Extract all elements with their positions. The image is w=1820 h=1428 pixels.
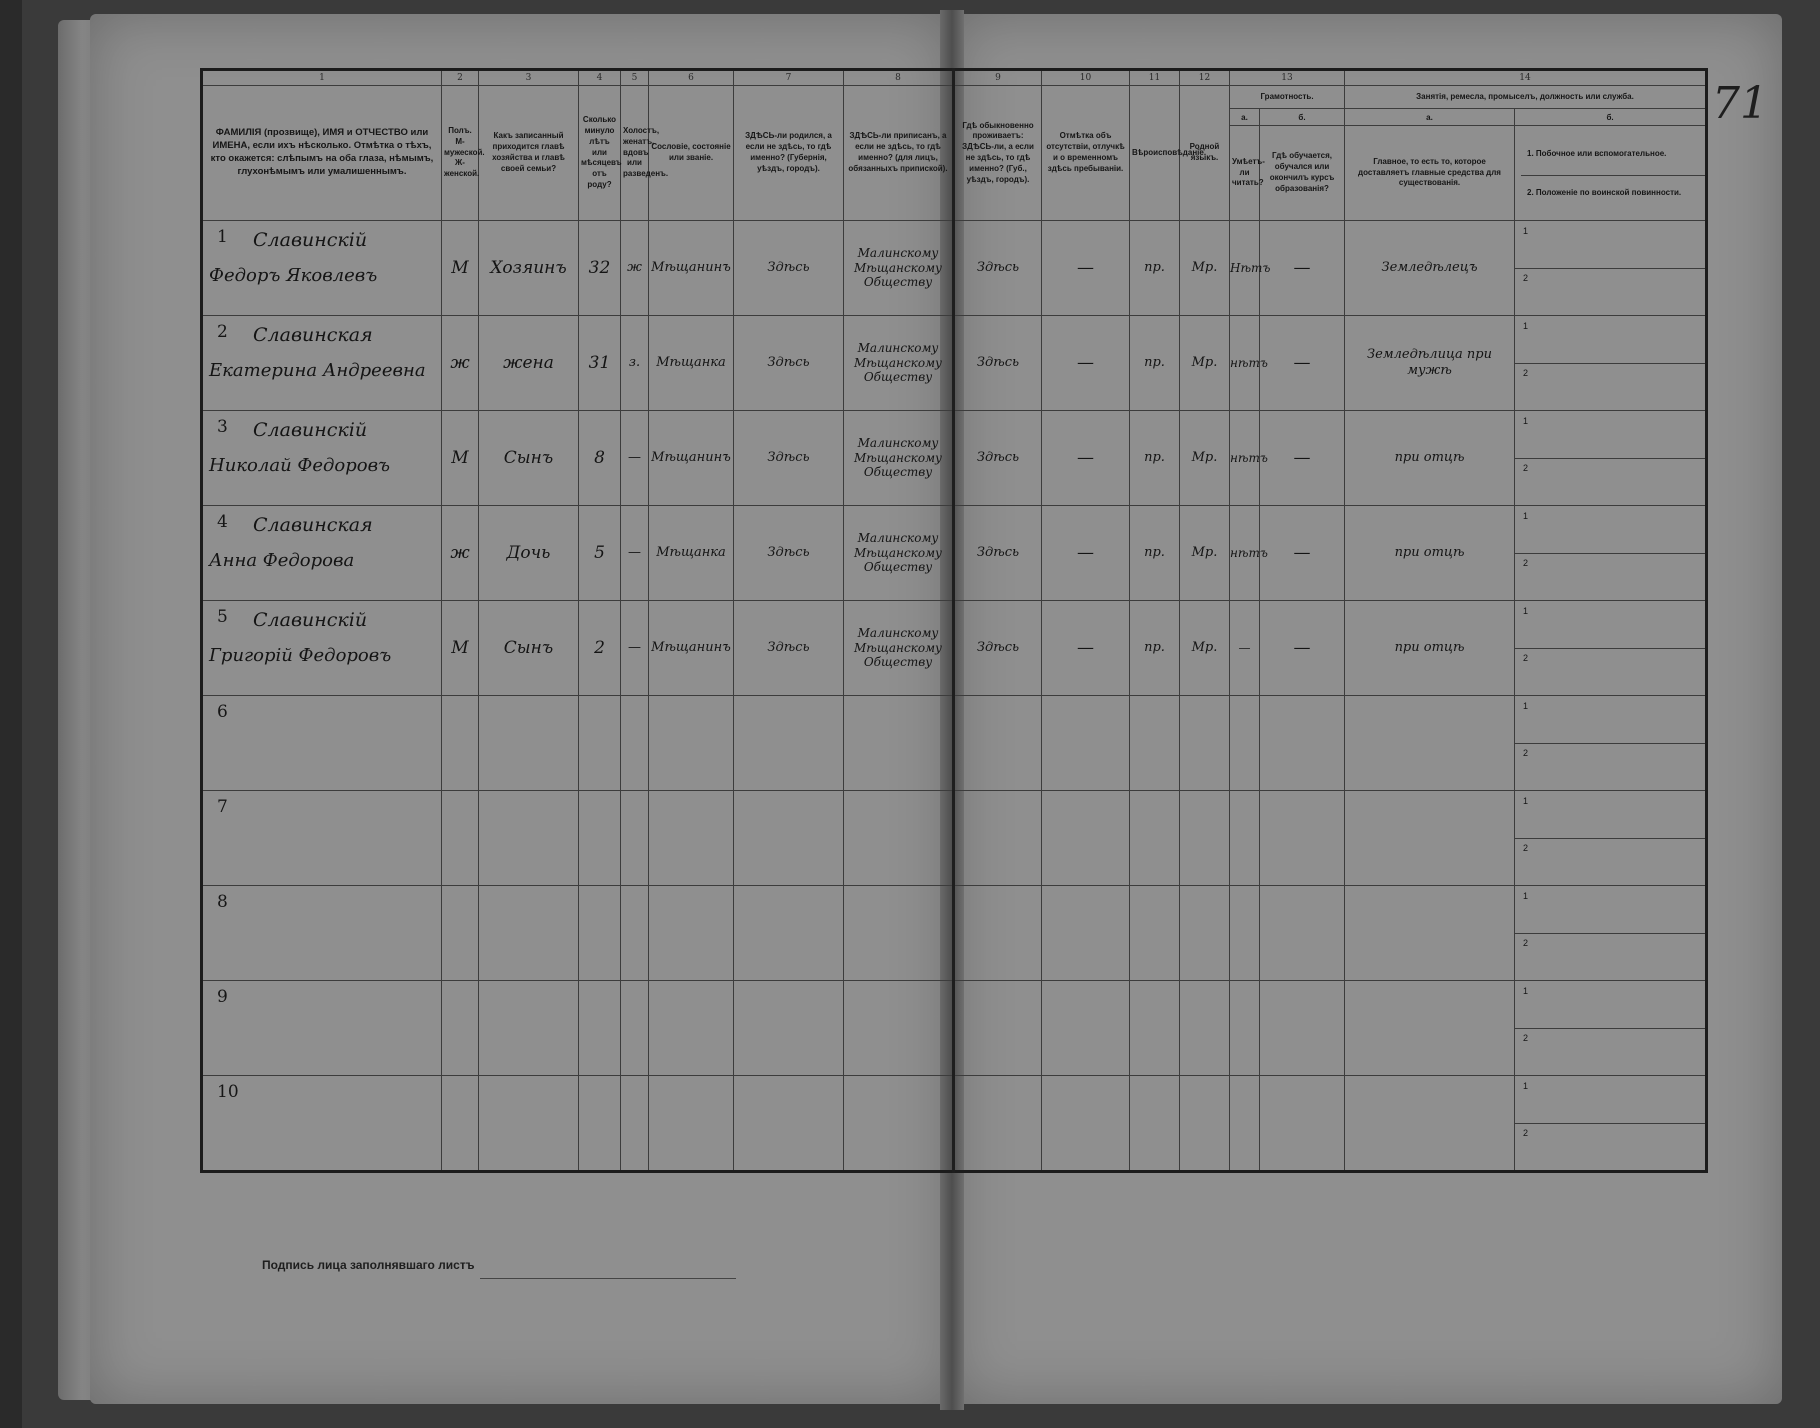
row-language <box>1180 1076 1230 1172</box>
row-sub2-number: 2 <box>1523 937 1529 948</box>
header-14b-2: 2. Положеніе по воинской повинности. <box>1527 188 1682 198</box>
row-sub1-number: 1 <box>1523 320 1529 331</box>
table-row <box>202 316 1707 411</box>
row-age <box>579 981 621 1076</box>
row-absence <box>1042 696 1130 791</box>
row-sub2-line <box>1515 1028 1705 1075</box>
header-14b-secondary <box>1515 126 1707 221</box>
table-row <box>202 411 1707 506</box>
row-birthplace <box>734 696 844 791</box>
row-religion <box>1130 1076 1180 1172</box>
row-education <box>1260 791 1345 886</box>
row-education <box>1260 981 1345 1076</box>
row-surname: Славинскій <box>253 609 368 631</box>
header-sex: Полъ. М-мужеской. Ж-женской. <box>442 86 479 221</box>
row-residence <box>954 1076 1042 1172</box>
row-secondary-occupation <box>1515 791 1707 886</box>
row-birthplace <box>734 886 844 981</box>
table-row <box>202 981 1707 1076</box>
row-education: — <box>1260 411 1345 506</box>
header-14b-letter: б. <box>1515 109 1707 126</box>
colnum-13: 13 <box>1230 70 1345 86</box>
row-marital <box>621 981 649 1076</box>
row-language <box>1180 981 1230 1076</box>
row-estate: Мѣщанинъ <box>649 221 734 316</box>
row-registration <box>844 886 954 981</box>
header-14b-1: 1. Побочное или вспомогательное. <box>1521 135 1705 176</box>
row-name-cell <box>202 886 442 981</box>
row-birthplace: Здѣсь <box>734 506 844 601</box>
row-number: 7 <box>217 797 228 817</box>
row-age <box>579 696 621 791</box>
table-row <box>202 601 1707 696</box>
signature-label: Подпись лица заполнявшаго листъ <box>262 1258 475 1272</box>
row-marital: ж <box>621 221 649 316</box>
row-sub1-number: 1 <box>1523 605 1529 616</box>
row-registration <box>844 696 954 791</box>
row-marital: з. <box>621 316 649 411</box>
row-sub2-line <box>1515 838 1705 885</box>
row-sub2-line <box>1515 363 1705 410</box>
row-sub2-line <box>1515 458 1705 505</box>
row-absence <box>1042 791 1130 886</box>
row-language: Мр. <box>1180 601 1230 696</box>
row-secondary-occupation <box>1515 411 1707 506</box>
row-absence: — <box>1042 316 1130 411</box>
row-sub2-number: 2 <box>1523 462 1529 473</box>
row-religion <box>1130 696 1180 791</box>
row-occupation: при отцѣ <box>1345 411 1515 506</box>
row-sub1-line <box>1515 792 1705 838</box>
row-sub1-line <box>1515 697 1705 743</box>
row-religion: пр. <box>1130 316 1180 411</box>
row-occupation <box>1345 1076 1515 1172</box>
row-number: 9 <box>217 987 228 1007</box>
row-birthplace: Здѣсь <box>734 221 844 316</box>
page-number: 71 <box>1712 78 1768 129</box>
table-row <box>202 221 1707 316</box>
census-form-table <box>200 68 1708 1173</box>
row-relation: Дочь <box>479 506 579 601</box>
row-sub2-line <box>1515 1123 1705 1170</box>
row-sub2-number: 2 <box>1523 747 1529 758</box>
row-education <box>1260 886 1345 981</box>
row-residence: Здѣсь <box>954 411 1042 506</box>
header-residence: Гдѣ обыкновенно проживаетъ: ЗДѢСЬ-ли, а если не здѣсь, то гдѣ именно? (Губ., уѣздъ, городъ). <box>954 86 1042 221</box>
row-registration: Малинскому Мѣщанскому Обществу <box>844 506 954 601</box>
header-14a-main: Главное, то есть то, которое доставляетъ главные средства для существованія. <box>1345 126 1515 221</box>
header-estate: Сословіе, состояніе или званіе. <box>649 86 734 221</box>
row-occupation: при отцѣ <box>1345 601 1515 696</box>
row-residence <box>954 886 1042 981</box>
row-residence <box>954 791 1042 886</box>
row-sex <box>442 696 479 791</box>
row-relation <box>479 1076 579 1172</box>
row-number: 4 <box>217 512 228 532</box>
row-education: — <box>1260 506 1345 601</box>
row-marital: — <box>621 506 649 601</box>
row-number: 5 <box>217 607 228 627</box>
row-sub1-number: 1 <box>1523 985 1529 996</box>
row-secondary-occupation <box>1515 506 1707 601</box>
header-religion: Вѣроисповѣданіе. <box>1130 86 1180 221</box>
header-row <box>202 86 1707 109</box>
row-sub1-line <box>1515 412 1705 458</box>
row-registration <box>844 981 954 1076</box>
row-secondary-occupation <box>1515 696 1707 791</box>
row-registration: Малинскому Мѣщанскому Обществу <box>844 316 954 411</box>
row-marital <box>621 886 649 981</box>
row-language: Мр. <box>1180 411 1230 506</box>
colnum-7: 7 <box>734 70 844 86</box>
row-registration: Малинскому Мѣщанскому Обществу <box>844 601 954 696</box>
row-occupation <box>1345 981 1515 1076</box>
row-residence: Здѣсь <box>954 221 1042 316</box>
row-education: — <box>1260 316 1345 411</box>
row-reads: нѣтъ <box>1230 316 1260 411</box>
row-reads: нѣтъ <box>1230 411 1260 506</box>
row-number: 10 <box>217 1082 239 1102</box>
colnum-11: 11 <box>1130 70 1180 86</box>
row-sub2-number: 2 <box>1523 842 1529 853</box>
row-religion: пр. <box>1130 601 1180 696</box>
row-reads <box>1230 886 1260 981</box>
row-given-name: Николай Федоровъ <box>209 455 391 476</box>
row-surname: Славинскій <box>253 229 368 251</box>
row-name-cell <box>202 411 442 506</box>
row-sub1-line <box>1515 602 1705 648</box>
row-sub1-line <box>1515 982 1705 1028</box>
row-birthplace <box>734 791 844 886</box>
row-religion: пр. <box>1130 221 1180 316</box>
header-absence: Отмѣтка объ отсутствіи, отлучкѣ и о временномъ здѣсь пребываніи. <box>1042 86 1130 221</box>
row-sub1-number: 1 <box>1523 890 1529 901</box>
row-language: Мр. <box>1180 506 1230 601</box>
colnum-5: 5 <box>621 70 649 86</box>
row-religion <box>1130 981 1180 1076</box>
row-language <box>1180 696 1230 791</box>
row-registration <box>844 791 954 886</box>
row-sub2-line <box>1515 648 1705 695</box>
row-absence <box>1042 1076 1130 1172</box>
row-sub1-line <box>1515 317 1705 363</box>
header-name: ФАМИЛІЯ (прозвище), ИМЯ и ОТЧЕСТВО или ИМЕНА, если ихъ нѣсколько. Отмѣтка о тѣхъ, кто окажется: слѣпымъ на оба глаза, нѣмымъ, глухонѣмымъ или умалишеннымъ. <box>202 86 442 221</box>
row-birthplace: Здѣсь <box>734 316 844 411</box>
row-residence: Здѣсь <box>954 506 1042 601</box>
row-reads: нѣтъ <box>1230 506 1260 601</box>
colnum-10: 10 <box>1042 70 1130 86</box>
row-name-cell <box>202 1076 442 1172</box>
row-given-name: Анна Федорова <box>209 550 355 571</box>
row-sub1-line <box>1515 507 1705 553</box>
table-row <box>202 791 1707 886</box>
column-number-row <box>202 70 1707 86</box>
colnum-6: 6 <box>649 70 734 86</box>
table-row <box>202 506 1707 601</box>
header-marital: Холостъ, женатъ, вдовъ или разведенъ. <box>621 86 649 221</box>
row-reads <box>1230 791 1260 886</box>
row-name-cell <box>202 316 442 411</box>
row-religion <box>1130 886 1180 981</box>
row-sub2-number: 2 <box>1523 652 1529 663</box>
row-age: 32 <box>579 221 621 316</box>
row-sub2-line <box>1515 743 1705 790</box>
row-number: 3 <box>217 417 228 437</box>
row-language <box>1180 886 1230 981</box>
row-reads <box>1230 696 1260 791</box>
row-sub1-line <box>1515 887 1705 933</box>
row-number: 1 <box>217 227 228 247</box>
row-name-cell <box>202 791 442 886</box>
row-reads: Нѣтъ <box>1230 221 1260 316</box>
header-14a-letter: а. <box>1345 109 1515 126</box>
row-estate: Мѣщанинъ <box>649 601 734 696</box>
row-education <box>1260 1076 1345 1172</box>
row-estate <box>649 886 734 981</box>
row-religion: пр. <box>1130 506 1180 601</box>
row-sub2-number: 2 <box>1523 1127 1529 1138</box>
row-absence: — <box>1042 221 1130 316</box>
row-sub2-line <box>1515 553 1705 600</box>
row-sub2-line <box>1515 268 1705 315</box>
row-birthplace <box>734 1076 844 1172</box>
row-marital: — <box>621 601 649 696</box>
row-estate: Мѣщанка <box>649 506 734 601</box>
row-estate <box>649 981 734 1076</box>
colnum-12: 12 <box>1180 70 1230 86</box>
table-row <box>202 696 1707 791</box>
row-name-cell <box>202 981 442 1076</box>
row-age <box>579 791 621 886</box>
row-secondary-occupation <box>1515 981 1707 1076</box>
row-absence <box>1042 981 1130 1076</box>
header-registration: ЗДѢСЬ-ли приписанъ, а если не здѣсь, то гдѣ именно? (для лицъ, обязанныхъ припиской). <box>844 86 954 221</box>
row-age <box>579 886 621 981</box>
row-secondary-occupation <box>1515 886 1707 981</box>
row-sex: М <box>442 601 479 696</box>
row-absence: — <box>1042 506 1130 601</box>
row-birthplace: Здѣсь <box>734 411 844 506</box>
row-relation <box>479 886 579 981</box>
header-13a-reads: Умѣетъ-ли читать? <box>1230 126 1260 221</box>
colnum-2: 2 <box>442 70 479 86</box>
row-age <box>579 1076 621 1172</box>
table-row <box>202 886 1707 981</box>
row-marital <box>621 791 649 886</box>
row-sub1-number: 1 <box>1523 225 1529 236</box>
row-given-name: Федоръ Яковлевъ <box>209 265 378 286</box>
row-age: 31 <box>579 316 621 411</box>
header-occupation: Занятія, ремесла, промыселъ, должность или служба. <box>1345 86 1707 109</box>
colnum-3: 3 <box>479 70 579 86</box>
row-number: 2 <box>217 322 228 342</box>
row-marital <box>621 696 649 791</box>
row-registration <box>844 1076 954 1172</box>
row-secondary-occupation <box>1515 601 1707 696</box>
row-name-cell <box>202 601 442 696</box>
row-sub1-number: 1 <box>1523 700 1529 711</box>
row-sub2-line <box>1515 933 1705 980</box>
row-sub2-number: 2 <box>1523 367 1529 378</box>
header-13a-letter: а. <box>1230 109 1260 126</box>
row-birthplace: Здѣсь <box>734 601 844 696</box>
row-education: — <box>1260 601 1345 696</box>
row-occupation: Земледѣлецъ <box>1345 221 1515 316</box>
row-sub1-number: 1 <box>1523 1080 1529 1091</box>
colnum-9: 9 <box>954 70 1042 86</box>
row-age: 8 <box>579 411 621 506</box>
header-age: Сколько минуло лѣтъ или мѣсяцевъ отъ роду? <box>579 86 621 221</box>
row-relation: Сынъ <box>479 601 579 696</box>
row-education <box>1260 696 1345 791</box>
row-sub1-number: 1 <box>1523 415 1529 426</box>
row-sex: М <box>442 411 479 506</box>
row-relation <box>479 791 579 886</box>
row-relation <box>479 696 579 791</box>
header-13b-education: Гдѣ обучается, обучался или окончилъ курсъ образованія? <box>1260 126 1345 221</box>
row-relation: Хозяинъ <box>479 221 579 316</box>
row-residence <box>954 696 1042 791</box>
row-reads <box>1230 1076 1260 1172</box>
row-relation: жена <box>479 316 579 411</box>
row-sub1-line <box>1515 222 1705 268</box>
row-occupation <box>1345 791 1515 886</box>
row-sex <box>442 1076 479 1172</box>
row-occupation: при отцѣ <box>1345 506 1515 601</box>
row-language <box>1180 791 1230 886</box>
row-sub1-number: 1 <box>1523 510 1529 521</box>
row-secondary-occupation <box>1515 1076 1707 1172</box>
row-marital <box>621 1076 649 1172</box>
row-surname: Славинскій <box>253 419 368 441</box>
row-estate <box>649 1076 734 1172</box>
row-surname: Славинская <box>253 324 373 346</box>
colnum-14: 14 <box>1345 70 1707 86</box>
row-name-cell <box>202 506 442 601</box>
row-education: — <box>1260 221 1345 316</box>
header-language: Родной языкъ. <box>1180 86 1230 221</box>
row-relation <box>479 981 579 1076</box>
row-age: 2 <box>579 601 621 696</box>
row-residence <box>954 981 1042 1076</box>
row-occupation <box>1345 696 1515 791</box>
row-marital: — <box>621 411 649 506</box>
row-occupation <box>1345 886 1515 981</box>
row-age: 5 <box>579 506 621 601</box>
row-sex <box>442 981 479 1076</box>
row-estate <box>649 791 734 886</box>
row-absence: — <box>1042 601 1130 696</box>
row-estate: Мѣщанка <box>649 316 734 411</box>
row-sex <box>442 886 479 981</box>
row-birthplace <box>734 981 844 1076</box>
row-given-name: Григорій Федоровъ <box>209 645 392 666</box>
row-sub1-line <box>1515 1077 1705 1123</box>
row-sex: М <box>442 221 479 316</box>
header-relation: Какъ записанный приходится главѣ хозяйства и главѣ своей семьи? <box>479 86 579 221</box>
table-row <box>202 1076 1707 1172</box>
row-sub2-number: 2 <box>1523 272 1529 283</box>
row-language: Мр. <box>1180 221 1230 316</box>
row-number: 8 <box>217 892 228 912</box>
row-absence <box>1042 886 1130 981</box>
row-occupation: Земледѣлица при мужѣ <box>1345 316 1515 411</box>
row-relation: Сынъ <box>479 411 579 506</box>
row-sex: ж <box>442 316 479 411</box>
row-sub2-number: 2 <box>1523 557 1529 568</box>
row-sub2-number: 2 <box>1523 1032 1529 1043</box>
colnum-4: 4 <box>579 70 621 86</box>
row-number: 6 <box>217 702 228 722</box>
census-rows <box>202 221 1707 1172</box>
row-sex <box>442 791 479 886</box>
row-religion <box>1130 791 1180 886</box>
row-secondary-occupation <box>1515 221 1707 316</box>
colnum-8: 8 <box>844 70 954 86</box>
row-surname: Славинская <box>253 514 373 536</box>
row-reads: — <box>1230 601 1260 696</box>
row-registration: Малинскому Мѣщанскому Обществу <box>844 221 954 316</box>
row-residence: Здѣсь <box>954 316 1042 411</box>
header-13b-letter: б. <box>1260 109 1345 126</box>
row-residence: Здѣсь <box>954 601 1042 696</box>
row-absence: — <box>1042 411 1130 506</box>
row-estate <box>649 696 734 791</box>
row-registration: Малинскому Мѣщанскому Обществу <box>844 411 954 506</box>
row-name-cell <box>202 696 442 791</box>
row-reads <box>1230 981 1260 1076</box>
row-name-cell <box>202 221 442 316</box>
row-religion: пр. <box>1130 411 1180 506</box>
signature-line <box>480 1278 736 1279</box>
row-estate: Мѣщанинъ <box>649 411 734 506</box>
header-literacy: Грамотность. <box>1230 86 1345 109</box>
row-language: Мр. <box>1180 316 1230 411</box>
row-sub1-number: 1 <box>1523 795 1529 806</box>
row-sex: ж <box>442 506 479 601</box>
header-birthplace: ЗДѢСЬ-ли родился, а если не здѣсь, то гдѣ именно? (Губернія, уѣздъ, городъ). <box>734 86 844 221</box>
row-secondary-occupation <box>1515 316 1707 411</box>
colnum-1: 1 <box>202 70 442 86</box>
row-given-name: Екатерина Андреевна <box>209 360 426 381</box>
